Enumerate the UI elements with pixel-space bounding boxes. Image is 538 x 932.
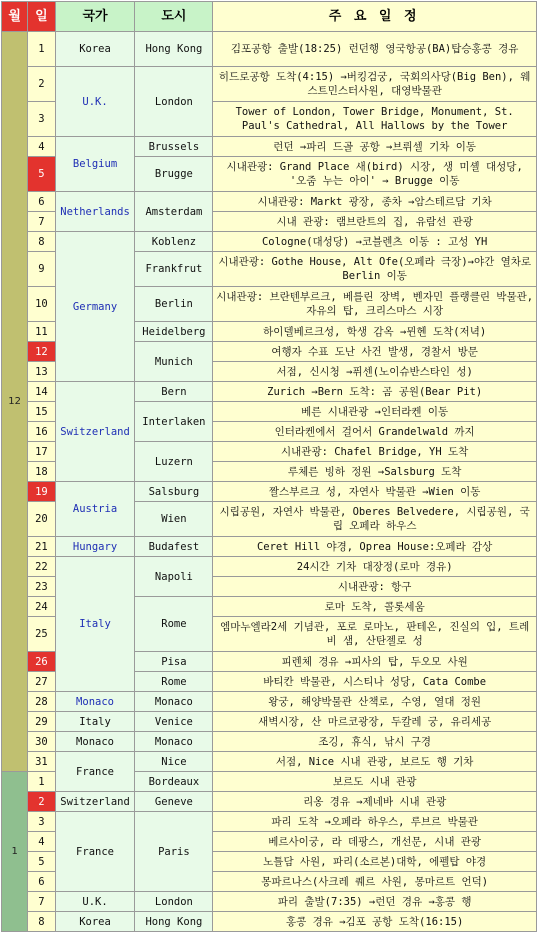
schedule-cell: 파리 도착 →오페라 하우스, 루브르 박물관 — [213, 812, 536, 831]
schedule-cell: Ceret Hill 야경, Oprea House:오페라 감상 — [213, 537, 536, 556]
city-cell: Munich — [135, 342, 212, 381]
day-cell: 14 — [28, 382, 54, 401]
day-cell: 31 — [28, 752, 54, 771]
schedule-cell: 인터라켄에서 걸어서 Grandelwald 까지 — [213, 422, 536, 441]
month-cell-january: 1 — [2, 772, 27, 931]
day-cell: 1 — [28, 32, 54, 66]
city-cell: Rome — [135, 597, 212, 651]
day-cell: 19 — [28, 482, 54, 501]
schedule-cell: 리옹 경유 →제네바 시내 관광 — [213, 792, 536, 811]
day-cell: 9 — [28, 252, 54, 286]
day-cell: 28 — [28, 692, 54, 711]
schedule-cell: 왕궁, 해양박물관 산책로, 수영, 열대 정원 — [213, 692, 536, 711]
table-row — [2, 67, 536, 101]
country-cell: Germany — [56, 232, 135, 381]
schedule-cell: 몽파르나스(사크레 퀘르 사원, 몽마르트 언덕) — [213, 872, 536, 891]
city-cell: Nice — [135, 752, 212, 771]
schedule-cell: 히드로공항 도착(4:15) →버킹검궁, 국회의사당(Big Ben), 웨스트민스터사원, 대영박물관 — [213, 67, 536, 101]
schedule-cell: 시내 관광: 램브란트의 집, 유람선 관광 — [213, 212, 536, 231]
city-cell: Brugge — [135, 157, 212, 191]
day-cell: 1 — [28, 772, 54, 791]
schedule-cell: 시내관광: Chafel Bridge, YH 도착 — [213, 442, 536, 461]
schedule-cell: 시내관광: Gothe House, Alt Ofe(오페라 극장)→야간 열차로 Berlin 이동 — [213, 252, 536, 286]
day-cell: 12 — [28, 342, 54, 361]
schedule-cell: 파리 출발(7:35) →런던 경유 →홍콩 행 — [213, 892, 536, 911]
day-cell: 11 — [28, 322, 54, 341]
day-cell: 16 — [28, 422, 54, 441]
table-row — [2, 892, 536, 911]
city-cell: Berlin — [135, 287, 212, 321]
month-header: 월 — [2, 2, 27, 31]
schedule-cell: 루체른 빙하 정원 →Salsburg 도착 — [213, 462, 536, 481]
country-cell: Italy — [56, 712, 135, 731]
schedule-cell: 여행자 수표 도난 사건 발생, 경찰서 방문 — [213, 342, 536, 361]
country-cell: Korea — [56, 912, 135, 931]
day-cell: 7 — [28, 212, 54, 231]
city-cell: Paris — [135, 812, 212, 891]
schedule-cell: Tower of London, Tower Bridge, Monument, St. Paul's Cathedral, All Hallows by the Tower — [213, 102, 536, 136]
itinerary-table — [1, 1, 537, 932]
day-cell: 30 — [28, 732, 54, 751]
city-cell: Napoli — [135, 557, 212, 596]
schedule-cell: 새벽시장, 산 마르코광장, 두칼레 궁, 유리세공 — [213, 712, 536, 731]
schedule-cell: 보르도 시내 관광 — [213, 772, 536, 791]
table-row — [2, 557, 536, 576]
day-cell: 4 — [28, 832, 54, 851]
city-cell: Monaco — [135, 732, 212, 751]
schedule-cell: 홍콩 경유 →김포 공항 도착(16:15) — [213, 912, 536, 931]
day-cell: 4 — [28, 137, 54, 156]
day-cell: 3 — [28, 812, 54, 831]
day-cell: 6 — [28, 872, 54, 891]
city-cell: Luzern — [135, 442, 212, 481]
month-cell-december: 12 — [2, 32, 27, 771]
table-row — [2, 232, 536, 251]
day-cell: 25 — [28, 617, 54, 651]
schedule-cell: 피렌체 경유 →피사의 탑, 두오모 사원 — [213, 652, 536, 671]
country-header: 국가 — [56, 2, 135, 31]
day-cell: 21 — [28, 537, 54, 556]
day-cell: 5 — [28, 852, 54, 871]
schedule-cell: 바티칸 박물관, 시스티나 성당, Cata Combe — [213, 672, 536, 691]
schedule-cell: 조깅, 휴식, 낚시 구경 — [213, 732, 536, 751]
country-cell: U.K. — [56, 892, 135, 911]
city-cell: London — [135, 892, 212, 911]
table-row — [2, 912, 536, 931]
table-row — [2, 752, 536, 771]
table-row — [2, 137, 536, 156]
schedule-cell: 시내관광: 브란텐부르크, 베를린 장벽, 벤자민 플랭클린 박물관, 자유의 탑, 크리스마스 시장 — [213, 287, 536, 321]
table-row — [2, 712, 536, 731]
city-cell: Interlaken — [135, 402, 212, 441]
country-cell: Monaco — [56, 732, 135, 751]
schedule-cell: 로마 도착, 콜롯세움 — [213, 597, 536, 616]
day-cell: 13 — [28, 362, 54, 381]
city-cell: Heidelberg — [135, 322, 212, 341]
city-cell: Bordeaux — [135, 772, 212, 791]
schedule-cell: 베른 시내관광 →인터라켄 이동 — [213, 402, 536, 421]
schedule-cell: 서점, 신시청 →퓌센(노이슈반스타인 성) — [213, 362, 536, 381]
day-cell: 8 — [28, 232, 54, 251]
schedule-cell: 24시간 기차 대장정(로마 경유) — [213, 557, 536, 576]
city-cell: Frankfrut — [135, 252, 212, 286]
day-cell: 29 — [28, 712, 54, 731]
schedule-cell: 노틀담 사원, 파리(소르본)대학, 에펠탑 야경 — [213, 852, 536, 871]
day-cell: 10 — [28, 287, 54, 321]
schedule-cell: 베르사이궁, 라 데팡스, 개선문, 시내 관광 — [213, 832, 536, 851]
city-cell: Amsterdam — [135, 192, 212, 231]
city-cell: Geneve — [135, 792, 212, 811]
city-cell: Wien — [135, 502, 212, 536]
city-cell: Hong Kong — [135, 912, 212, 931]
city-cell: Bern — [135, 382, 212, 401]
day-cell: 3 — [28, 102, 54, 136]
schedule-cell: 짤스부르크 성, 자연사 박물관 →Wien 이동 — [213, 482, 536, 501]
city-cell: London — [135, 67, 212, 136]
schedule-cell: 엠마누엘라2세 기념관, 포로 로마노, 판테온, 진실의 입, 트레비 샘, 산탄젤로 성 — [213, 617, 536, 651]
day-cell: 2 — [28, 792, 54, 811]
country-cell: Hungary — [56, 537, 135, 556]
day-cell: 8 — [28, 912, 54, 931]
table-row — [2, 192, 536, 211]
schedule-cell: Zurich →Bern 도착: 곰 공원(Bear Pit) — [213, 382, 536, 401]
schedule-cell: 김포공항 출발(18:25) 런던행 영국항공(BA)탑승홍콩 경유 — [213, 32, 536, 66]
day-cell: 6 — [28, 192, 54, 211]
city-cell: Venice — [135, 712, 212, 731]
table-row — [2, 792, 536, 811]
country-cell: France — [56, 812, 135, 891]
city-cell: Salsburg — [135, 482, 212, 501]
table-row — [2, 482, 536, 501]
day-cell: 15 — [28, 402, 54, 421]
schedule-cell: 시내관광: 항구 — [213, 577, 536, 596]
schedule-header: 주 요 일 정 — [213, 2, 536, 31]
schedule-cell: 시내관광: Markt 광장, 종차 →암스테르담 기차 — [213, 192, 536, 211]
city-cell: Budafest — [135, 537, 212, 556]
day-cell: 22 — [28, 557, 54, 576]
schedule-cell: 시내관광: Grand Place 새(bird) 시장, 생 미셸 대성당, '오줌 누는 아이' → Brugge 이동 — [213, 157, 536, 191]
city-cell: Brussels — [135, 137, 212, 156]
country-cell: Switzerland — [56, 382, 135, 481]
day-cell: 5 — [28, 157, 54, 191]
day-cell: 7 — [28, 892, 54, 911]
city-cell: Pisa — [135, 652, 212, 671]
day-header: 일 — [28, 2, 54, 31]
table-row — [2, 537, 536, 556]
schedule-cell: 런던 →파리 드골 공항 →브뤼셀 기차 이동 — [213, 137, 536, 156]
schedule-cell: 하이델베르크성, 학생 감옥 →뮌헨 도착(저녁) — [213, 322, 536, 341]
country-cell: Switzerland — [56, 792, 135, 811]
country-cell: Italy — [56, 557, 135, 691]
schedule-cell: 서점, Nice 시내 관광, 보르도 행 기차 — [213, 752, 536, 771]
table-row — [2, 32, 536, 66]
table-row — [2, 732, 536, 751]
table-row — [2, 382, 536, 401]
city-cell: Rome — [135, 672, 212, 691]
country-cell: U.K. — [56, 67, 135, 136]
day-cell: 18 — [28, 462, 54, 481]
city-cell: Koblenz — [135, 232, 212, 251]
city-cell: Hong Kong — [135, 32, 212, 66]
city-cell: Monaco — [135, 692, 212, 711]
day-cell: 24 — [28, 597, 54, 616]
day-cell: 23 — [28, 577, 54, 596]
table-row — [2, 692, 536, 711]
header-row — [2, 2, 536, 31]
day-cell: 27 — [28, 672, 54, 691]
city-header: 도시 — [135, 2, 212, 31]
schedule-cell: Cologne(대성당) →코블렌츠 이동 : 고성 YH — [213, 232, 536, 251]
schedule-cell: 시립공원, 자연사 박물관, Oberes Belvedere, 시립공원, 국립 오페라 하우스 — [213, 502, 536, 536]
day-cell: 20 — [28, 502, 54, 536]
country-cell: Monaco — [56, 692, 135, 711]
table-row — [2, 812, 536, 831]
country-cell: France — [56, 752, 135, 791]
country-cell: Belgium — [56, 137, 135, 191]
day-cell: 2 — [28, 67, 54, 101]
country-cell: Netherlands — [56, 192, 135, 231]
country-cell: Korea — [56, 32, 135, 66]
day-cell: 26 — [28, 652, 54, 671]
day-cell: 17 — [28, 442, 54, 461]
country-cell: Austria — [56, 482, 135, 536]
